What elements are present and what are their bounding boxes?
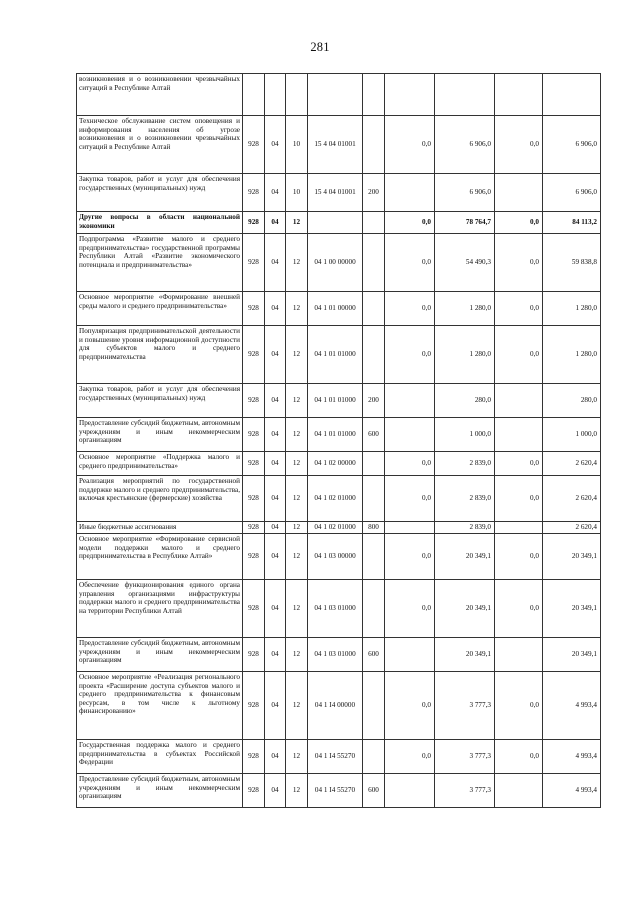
cell-section: 04 [265, 212, 286, 234]
cell-subsection: 10 [286, 174, 308, 212]
cell-amount-4: 1 000,0 [543, 418, 601, 452]
budget-table [76, 73, 601, 808]
cell-amount-4: 1 280,0 [543, 292, 601, 326]
cell-amount-4: 59 838,8 [543, 234, 601, 292]
cell-target-article: 04 1 I4 55270 [308, 774, 363, 808]
cell-admin-code: 928 [243, 672, 265, 740]
cell-subsection: 12 [286, 452, 308, 476]
table-row [77, 116, 601, 174]
cell-section: 04 [265, 174, 286, 212]
cell-subsection: 12 [286, 418, 308, 452]
cell-target-article [308, 74, 363, 116]
cell-expense-type [363, 740, 385, 774]
cell-amount-1 [385, 774, 435, 808]
cell-amount-1: 0,0 [385, 212, 435, 234]
table-row [77, 418, 601, 452]
cell-amount-4: 1 280,0 [543, 326, 601, 384]
cell-amount-4: 6 906,0 [543, 174, 601, 212]
cell-section: 04 [265, 384, 286, 418]
cell-amount-4: 2 620,4 [543, 476, 601, 522]
cell-admin-code: 928 [243, 522, 265, 534]
cell-expense-type [363, 672, 385, 740]
cell-expense-type [363, 212, 385, 234]
cell-section: 04 [265, 292, 286, 326]
cell-amount-3 [495, 774, 543, 808]
cell-expense-type [363, 476, 385, 522]
cell-section: 04 [265, 476, 286, 522]
cell-subsection: 12 [286, 534, 308, 580]
cell-expense-type [363, 116, 385, 174]
cell-amount-3 [495, 522, 543, 534]
cell-expense-type: 200 [363, 174, 385, 212]
cell-subsection: 10 [286, 116, 308, 174]
cell-section [265, 74, 286, 116]
cell-section: 04 [265, 740, 286, 774]
cell-admin-code: 928 [243, 740, 265, 774]
cell-amount-3: 0,0 [495, 672, 543, 740]
cell-expense-type [363, 452, 385, 476]
cell-amount-1 [385, 384, 435, 418]
table-row [77, 638, 601, 672]
cell-admin-code: 928 [243, 116, 265, 174]
cell-admin-code [243, 74, 265, 116]
cell-name: Государственная поддержка малого и среднего предпринимательства в субъектах Российской Федерации [77, 740, 243, 774]
cell-target-article: 04 1 01 01000 [308, 384, 363, 418]
cell-subsection: 12 [286, 774, 308, 808]
table-row [77, 534, 601, 580]
cell-amount-1: 0,0 [385, 740, 435, 774]
cell-admin-code: 928 [243, 638, 265, 672]
cell-amount-3: 0,0 [495, 476, 543, 522]
cell-amount-1: 0,0 [385, 116, 435, 174]
cell-section: 04 [265, 774, 286, 808]
cell-amount-1: 0,0 [385, 580, 435, 638]
cell-amount-2: 1 000,0 [435, 418, 495, 452]
table-row [77, 292, 601, 326]
cell-amount-2: 280,0 [435, 384, 495, 418]
cell-target-article: 04 1 03 00000 [308, 534, 363, 580]
cell-target-article: 15 4 04 01001 [308, 116, 363, 174]
table-row [77, 74, 601, 116]
cell-subsection: 12 [286, 522, 308, 534]
cell-amount-1: 0,0 [385, 672, 435, 740]
cell-admin-code: 928 [243, 212, 265, 234]
table-row [77, 212, 601, 234]
cell-amount-2: 3 777,3 [435, 774, 495, 808]
table-row [77, 522, 601, 534]
cell-name: Другие вопросы в области национальной экономики [77, 212, 243, 234]
cell-name: Предоставление субсидий бюджетным, автономным учреждениям и иным некоммерческим организациям [77, 638, 243, 672]
cell-expense-type [363, 234, 385, 292]
cell-section: 04 [265, 326, 286, 384]
cell-amount-2: 3 777,3 [435, 672, 495, 740]
cell-expense-type: 600 [363, 774, 385, 808]
cell-subsection: 12 [286, 476, 308, 522]
cell-amount-3: 0,0 [495, 234, 543, 292]
cell-subsection: 12 [286, 384, 308, 418]
cell-amount-2: 20 349,1 [435, 534, 495, 580]
cell-admin-code: 928 [243, 292, 265, 326]
cell-amount-3: 0,0 [495, 534, 543, 580]
cell-subsection: 12 [286, 212, 308, 234]
cell-amount-4: 6 906,0 [543, 116, 601, 174]
cell-name: Основное мероприятие «Поддержка малого и среднего предпринимательства» [77, 452, 243, 476]
cell-amount-2: 78 764,7 [435, 212, 495, 234]
cell-section: 04 [265, 234, 286, 292]
page-number: 281 [310, 40, 330, 54]
cell-target-article: 04 1 03 01000 [308, 580, 363, 638]
cell-amount-3: 0,0 [495, 212, 543, 234]
cell-amount-3: 0,0 [495, 452, 543, 476]
cell-amount-3 [495, 384, 543, 418]
cell-admin-code: 928 [243, 384, 265, 418]
cell-amount-3 [495, 74, 543, 116]
cell-amount-4: 4 993,4 [543, 774, 601, 808]
cell-admin-code: 928 [243, 326, 265, 384]
cell-subsection [286, 74, 308, 116]
cell-amount-2: 2 839,0 [435, 452, 495, 476]
cell-subsection: 12 [286, 326, 308, 384]
cell-amount-1: 0,0 [385, 476, 435, 522]
cell-section: 04 [265, 522, 286, 534]
cell-amount-2: 20 349,1 [435, 638, 495, 672]
cell-target-article [308, 212, 363, 234]
cell-section: 04 [265, 672, 286, 740]
cell-amount-1: 0,0 [385, 534, 435, 580]
table-row [77, 580, 601, 638]
cell-subsection: 12 [286, 638, 308, 672]
cell-amount-1 [385, 74, 435, 116]
cell-amount-3: 0,0 [495, 292, 543, 326]
cell-amount-4: 4 993,4 [543, 740, 601, 774]
table-row [77, 774, 601, 808]
cell-amount-1: 0,0 [385, 292, 435, 326]
cell-admin-code: 928 [243, 452, 265, 476]
cell-amount-3: 0,0 [495, 116, 543, 174]
cell-name: Популяризация предпринимательской деятельности и повышение уровня информационной доступности для субъектов малого и среднего предпринимательства [77, 326, 243, 384]
cell-expense-type [363, 326, 385, 384]
cell-name: Реализация мероприятий по государственной поддержке малого и среднего предпринимательства, включая крестьянские (фермерские) хозяйства [77, 476, 243, 522]
cell-admin-code: 928 [243, 774, 265, 808]
cell-amount-2 [435, 74, 495, 116]
cell-amount-1 [385, 522, 435, 534]
cell-amount-4: 20 349,1 [543, 580, 601, 638]
cell-expense-type [363, 292, 385, 326]
cell-amount-1: 0,0 [385, 326, 435, 384]
cell-name: Предоставление субсидий бюджетным, автономным учреждениям и иным некоммерческим организациям [77, 774, 243, 808]
table-row [77, 326, 601, 384]
cell-amount-3: 0,0 [495, 580, 543, 638]
cell-admin-code: 928 [243, 418, 265, 452]
cell-name: Основное мероприятие «Формирование сервисной модели поддержки малого и среднего предпринимательства в Республике Алтай» [77, 534, 243, 580]
cell-expense-type: 200 [363, 384, 385, 418]
cell-amount-2: 3 777,3 [435, 740, 495, 774]
cell-admin-code: 928 [243, 174, 265, 212]
cell-amount-4: 84 113,2 [543, 212, 601, 234]
table-row [77, 384, 601, 418]
cell-target-article: 15 4 04 01001 [308, 174, 363, 212]
table-body [77, 74, 601, 808]
cell-amount-1 [385, 638, 435, 672]
cell-expense-type [363, 534, 385, 580]
table-row [77, 452, 601, 476]
table-row [77, 476, 601, 522]
cell-amount-1: 0,0 [385, 234, 435, 292]
cell-target-article: 04 1 01 01000 [308, 326, 363, 384]
cell-name: Предоставление субсидий бюджетным, автономным учреждениям и иным некоммерческим организациям [77, 418, 243, 452]
cell-target-article: 04 1 I4 55270 [308, 740, 363, 774]
cell-name: Основное мероприятие «Формирование внешней среды малого и среднего предпринимательства» [77, 292, 243, 326]
cell-target-article: 04 1 02 01000 [308, 476, 363, 522]
cell-name: Иные бюджетные ассигнования [77, 522, 243, 534]
cell-admin-code: 928 [243, 580, 265, 638]
cell-amount-4: 20 349,1 [543, 534, 601, 580]
cell-subsection: 12 [286, 672, 308, 740]
table-row [77, 234, 601, 292]
cell-name: Подпрограмма «Развитие малого и среднего предпринимательства» государственной программы Республики Алтай «Развитие экономического потенциала и предпринимательства» [77, 234, 243, 292]
cell-amount-1: 0,0 [385, 452, 435, 476]
cell-expense-type: 600 [363, 638, 385, 672]
cell-admin-code: 928 [243, 234, 265, 292]
cell-admin-code: 928 [243, 476, 265, 522]
cell-target-article: 04 1 00 00000 [308, 234, 363, 292]
cell-amount-2: 6 906,0 [435, 174, 495, 212]
cell-name: Основное мероприятие «Реализация регионального проекта «Расширение доступа субъектов малого и среднего предпринимательства к финансовым ресурсам, в том числе к льготному финансированию» [77, 672, 243, 740]
cell-expense-type: 800 [363, 522, 385, 534]
cell-name: Техническое обслуживание систем оповещения и информирования населения об угрозе возникновения и о возникновении чрезвычайных ситуаций в Республике Алтай [77, 116, 243, 174]
cell-expense-type [363, 580, 385, 638]
table-row [77, 174, 601, 212]
cell-section: 04 [265, 452, 286, 476]
cell-amount-3: 0,0 [495, 326, 543, 384]
cell-target-article: 04 1 02 00000 [308, 452, 363, 476]
cell-amount-3: 0,0 [495, 740, 543, 774]
cell-target-article: 04 1 02 01000 [308, 522, 363, 534]
cell-target-article: 04 1 03 01000 [308, 638, 363, 672]
cell-amount-4: 2 620,4 [543, 522, 601, 534]
cell-subsection: 12 [286, 740, 308, 774]
cell-name: Закупка товаров, работ и услуг для обеспечения государственных (муниципальных) нужд [77, 174, 243, 212]
cell-amount-4 [543, 74, 601, 116]
cell-target-article: 04 1 01 00000 [308, 292, 363, 326]
cell-target-article: 04 1 I4 00000 [308, 672, 363, 740]
cell-amount-2: 2 839,0 [435, 476, 495, 522]
cell-amount-1 [385, 174, 435, 212]
cell-section: 04 [265, 638, 286, 672]
cell-subsection: 12 [286, 234, 308, 292]
cell-subsection: 12 [286, 580, 308, 638]
cell-amount-3 [495, 418, 543, 452]
cell-target-article: 04 1 01 01000 [308, 418, 363, 452]
cell-name: Закупка товаров, работ и услуг для обеспечения государственных (муниципальных) нужд [77, 384, 243, 418]
cell-section: 04 [265, 580, 286, 638]
cell-amount-4: 4 993,4 [543, 672, 601, 740]
cell-amount-4: 2 620,4 [543, 452, 601, 476]
cell-section: 04 [265, 534, 286, 580]
cell-amount-2: 1 280,0 [435, 326, 495, 384]
cell-amount-4: 280,0 [543, 384, 601, 418]
table-row [77, 672, 601, 740]
cell-expense-type: 600 [363, 418, 385, 452]
cell-amount-3 [495, 638, 543, 672]
cell-name: возникновения и о возникновении чрезвычайных ситуаций в Республике Алтай [77, 74, 243, 116]
cell-section: 04 [265, 116, 286, 174]
cell-amount-4: 20 349,1 [543, 638, 601, 672]
cell-admin-code: 928 [243, 534, 265, 580]
cell-amount-2: 6 906,0 [435, 116, 495, 174]
cell-amount-2: 54 490,3 [435, 234, 495, 292]
cell-amount-1 [385, 418, 435, 452]
cell-section: 04 [265, 418, 286, 452]
cell-amount-2: 2 839,0 [435, 522, 495, 534]
table-row [77, 740, 601, 774]
cell-amount-3 [495, 174, 543, 212]
cell-subsection: 12 [286, 292, 308, 326]
cell-amount-2: 1 280,0 [435, 292, 495, 326]
cell-name: Обеспечение функционирования единого органа управления организациями инфраструктуры поддержки малого и среднего предпринимательства на территории Республики Алтай [77, 580, 243, 638]
cell-amount-2: 20 349,1 [435, 580, 495, 638]
cell-expense-type [363, 74, 385, 116]
